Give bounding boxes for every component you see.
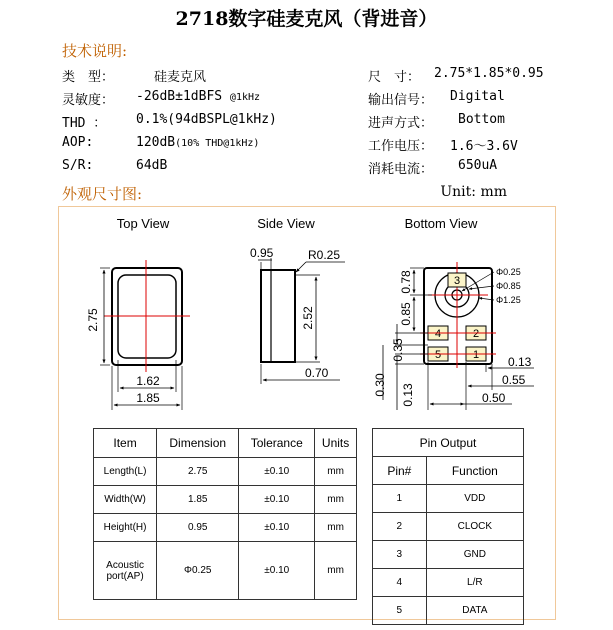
table-header-row <box>94 429 357 458</box>
dim-bottom-035: 0.35 <box>391 338 405 362</box>
table-row <box>94 458 357 486</box>
table-row <box>94 486 357 514</box>
table-cell: CLOCK <box>426 513 523 541</box>
spec-value: 650uA <box>458 158 498 173</box>
spec-label: 进声方式： <box>368 116 434 131</box>
table-cell: 2.75 <box>157 458 239 486</box>
section-tech-heading: 技术说明: <box>62 42 128 60</box>
table-cell: 5 <box>373 597 427 625</box>
spec-value: Bottom <box>458 112 505 127</box>
table-header-cell: Tolerance <box>239 429 315 458</box>
table-header-cell: Units <box>315 429 357 458</box>
table-header-cell: Pin# <box>373 457 427 485</box>
dim-bottom-050: 0.50 <box>482 391 506 405</box>
spec-value: 64dB <box>136 158 168 173</box>
spec-value: 120dB <box>136 135 176 150</box>
table-cell: VDD <box>426 485 523 513</box>
spec-value: Digital <box>450 89 505 104</box>
top-view-label: Top View <box>116 216 170 231</box>
spec-label: AOP: <box>62 135 94 150</box>
table-header-cell: Function <box>426 457 523 485</box>
table-cell: mm <box>315 514 357 542</box>
table-row <box>94 514 357 542</box>
table-cell: ±0.10 <box>239 514 315 542</box>
spec-value: -26dB±1dBFS <box>136 89 223 104</box>
pad-number: 3 <box>453 275 461 287</box>
unit-label: Unit: mm <box>440 184 507 200</box>
section-outline-heading: 外观尺寸图: <box>62 185 143 203</box>
bottom-view-label: Bottom View <box>404 216 478 231</box>
dim-bottom-085: 0.85 <box>399 302 413 326</box>
dim-side-radius: R0.25 <box>308 248 341 262</box>
table-row <box>94 542 357 600</box>
table-title-row <box>373 429 524 457</box>
table-cell: Height(H) <box>94 514 157 542</box>
table-cell: 1 <box>373 485 427 513</box>
dim-bottom-055: 0.55 <box>502 373 526 387</box>
spec-label: 灵敏度： <box>62 93 115 108</box>
table-header-cell: Item <box>94 429 157 458</box>
table-cell: DATA <box>426 597 523 625</box>
spec-note: (10% THD@1kHz) <box>175 138 260 149</box>
dim-bottom-013-vertical: 0.13 <box>401 383 415 407</box>
side-view-label: Side View <box>257 216 315 231</box>
dim-phi-025: Φ0.25 <box>496 267 521 277</box>
table-cell: 2 <box>373 513 427 541</box>
cell-line: Acoustic <box>106 559 144 571</box>
table-cell <box>94 542 157 600</box>
table-cell: mm <box>315 542 357 600</box>
dim-bottom-013-horizontal: 0.13 <box>508 355 532 369</box>
dim-side-base: 0.70 <box>305 366 329 380</box>
dim-phi-085: Φ0.85 <box>496 281 521 291</box>
dim-top-width: 1.85 <box>136 391 160 405</box>
table-cell: ±0.10 <box>239 458 315 486</box>
table-cell: mm <box>315 486 357 514</box>
table-title: Pin Output <box>373 429 524 457</box>
dimension-table <box>93 428 357 600</box>
table-cell: 4 <box>373 569 427 597</box>
spec-label: 尺 寸： <box>368 70 421 85</box>
document-title: 2718数字硅麦克风（背进音） <box>175 8 438 30</box>
dim-phi-125: Φ1.25 <box>496 295 521 305</box>
table-row <box>373 569 524 597</box>
table-cell: GND <box>426 541 523 569</box>
dim-side-height: 2.52 <box>301 306 315 330</box>
spec-value: 1.6～3.6V <box>450 139 518 154</box>
side-view <box>250 246 345 384</box>
spec-value: 0.1%(94dBSPL@1kHz) <box>136 112 277 127</box>
pin-output-table <box>372 428 524 625</box>
spec-label: THD ： <box>62 116 107 131</box>
table-row <box>373 485 524 513</box>
pad-number: 4 <box>434 328 442 340</box>
dim-bottom-030: 0.30 <box>373 373 387 397</box>
spec-label: 工作电压： <box>368 139 434 154</box>
table-header-row <box>373 457 524 485</box>
pad-3 <box>448 273 466 287</box>
table-cell: L/R <box>426 569 523 597</box>
pad-number: 5 <box>434 349 442 361</box>
table-row <box>373 597 524 625</box>
spec-label: 消耗电流： <box>368 162 434 177</box>
table-cell: Length(L) <box>94 458 157 486</box>
table-cell: mm <box>315 458 357 486</box>
side-view-body <box>261 270 295 362</box>
spec-note: @1kHz <box>229 92 261 103</box>
dim-side-thickness: 0.95 <box>250 246 274 260</box>
table-cell: Width(W) <box>94 486 157 514</box>
table-cell: ±0.10 <box>239 542 315 600</box>
pad-number: 1 <box>472 349 480 361</box>
spec-label: S/R: <box>62 158 94 173</box>
cell-line: port(AP) <box>106 570 144 582</box>
table-header-cell: Dimension <box>157 429 239 458</box>
bottom-view <box>373 262 534 410</box>
spec-value: 2.75*1.85*0.95 <box>434 66 544 81</box>
table-cell: 1.85 <box>157 486 239 514</box>
dim-bottom-078: 0.78 <box>399 270 413 294</box>
pad-number: 2 <box>472 328 480 340</box>
spec-label: 类 型： <box>62 70 115 85</box>
spec-label: 输出信号： <box>368 93 434 108</box>
dim-top-length: 2.75 <box>86 308 100 332</box>
spec-value: 硅麦克风 <box>154 70 207 85</box>
table-row <box>373 513 524 541</box>
table-row <box>373 541 524 569</box>
table-cell: Φ0.25 <box>157 542 239 600</box>
table-cell: 0.95 <box>157 514 239 542</box>
dim-top-inner-width: 1.62 <box>136 374 160 388</box>
table-cell: 3 <box>373 541 427 569</box>
top-view <box>86 260 190 410</box>
table-cell: ±0.10 <box>239 486 315 514</box>
